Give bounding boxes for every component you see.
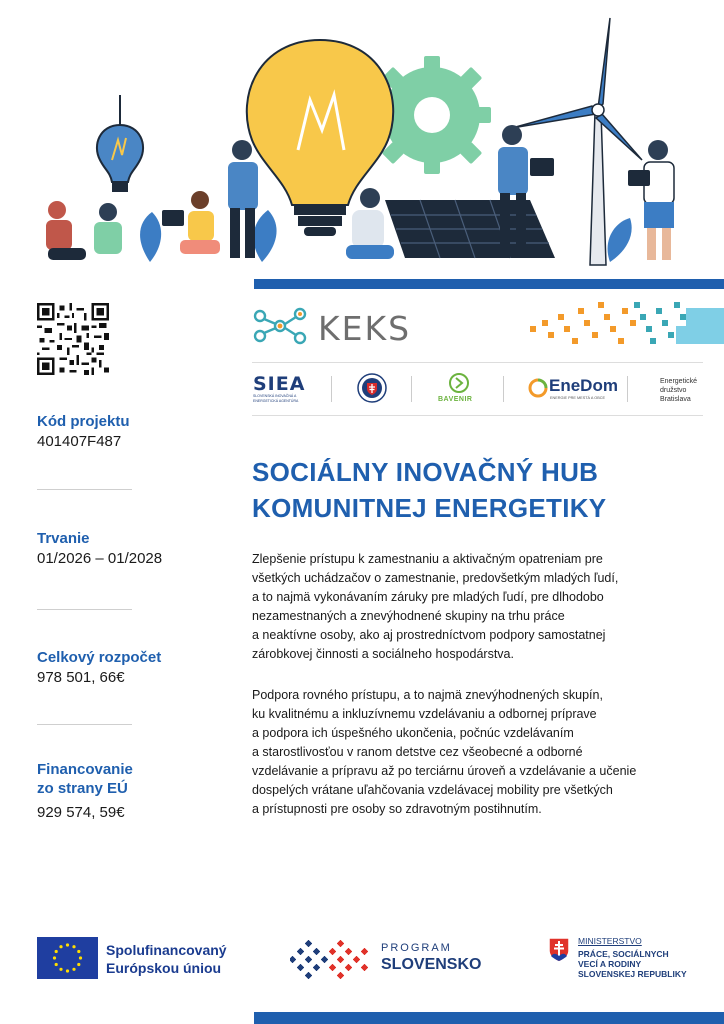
text-line: zárobkovej činnosti a sociálneho hospodárstva. <box>252 647 514 661</box>
ministry-line2: PRÁCE, SOCIÁLNYCH <box>578 949 669 959</box>
duration-value: 01/2026 – 01/2028 <box>37 550 163 567</box>
text-line: nezamestnaných a znevýhodnené skupiny na trhu práce <box>252 609 565 623</box>
text-line: a to najmä vykonávaním záruky pre mladých ľudí, pre dlhodobo <box>252 590 604 604</box>
slovak-coat-of-arms-icon <box>548 937 570 963</box>
text-line: všetkých uchádzačov o zamestnanie, predovšetkým mladých ľudí, <box>252 571 619 585</box>
divider <box>37 489 132 490</box>
energy-coop-line1: Energetické <box>660 378 697 385</box>
keks-logo-icon <box>252 306 312 346</box>
pixel-mosaic-decoration <box>530 300 724 350</box>
ministry-line1: MINISTERSTVO <box>578 936 642 946</box>
divider <box>37 609 132 610</box>
eu-funding-value: 929 574, 59€ <box>37 804 125 821</box>
separator <box>411 376 412 402</box>
person-figure <box>46 201 122 260</box>
energy-coop-line3: Bratislava <box>660 396 691 403</box>
project-code-value: 401407F487 <box>37 433 122 450</box>
crest-icon <box>357 373 387 403</box>
solar-panel-icon <box>385 200 555 258</box>
eu-cofunded-text <box>106 941 227 977</box>
eu-line2: Európskou úniou <box>106 960 222 976</box>
ministry-line4: SLOVENSKEJ REPUBLIKY <box>578 969 687 979</box>
eu-funding-label-line1: Financovanie <box>37 761 133 778</box>
divider <box>37 724 132 725</box>
text-line: a prístupnosti pre osoby so zdravotným postihnutím. <box>252 802 542 816</box>
enedom-wordmark: EneDom <box>549 376 618 395</box>
text-line: dospelých vrátane uľahčovania vzdelávacej mobility pre všetkých <box>252 783 613 797</box>
enedom-icon <box>528 378 548 398</box>
text-line: Zlepšenie prístupu k zamestnaniu a aktivačným opatreniam pre <box>252 552 603 566</box>
separator <box>627 376 628 402</box>
siea-wordmark: SIEA <box>253 373 306 395</box>
budget-label: Celkový rozpočet <box>37 649 162 666</box>
text-line: Podpora rovného prístupu, a to najmä znevýhodnených skupín, <box>252 688 603 702</box>
eu-flag-icon <box>37 937 98 979</box>
text-line: vzdelávanie a prípravu až po terciárnu úroveň a vzdelávanie a učenie <box>252 764 637 778</box>
separator <box>331 376 332 402</box>
energy-coop-line2: družstvo <box>660 387 687 394</box>
bottom-accent-bar <box>254 1012 724 1024</box>
page-title <box>252 454 702 526</box>
partners-divider-top <box>252 362 703 363</box>
text-line: a neaktívne osoby, ako aj prostredníctvom podpory samostatnej <box>252 628 606 642</box>
eu-funding-label-line2: zo strany EÚ <box>37 780 128 797</box>
title-line1: SOCIÁLNY INOVAČNÝ HUB <box>252 457 599 487</box>
program-label: PROGRAM <box>381 942 452 954</box>
top-accent-bar <box>254 279 724 289</box>
siea-subtitle: SLOVENSKÁ INOVAČNÁ A ENERGETICKÁ AGENTÚRA <box>253 394 299 403</box>
siea-logo <box>253 374 333 404</box>
text-line: ku kvalitnému a inkluzívnemu vzdelávaniu a odbornej príprave <box>252 707 597 721</box>
keks-wordmark: KEKS <box>318 309 412 348</box>
hero-illustration <box>30 0 724 280</box>
text-line: a starostlivosťou v ranom detstve cez všeobecné a odborné <box>252 745 583 759</box>
budget-value: 978 501, 66€ <box>37 669 125 686</box>
text-line: a podpora ich úspešného ukončenia, počnúc vzdelávaním <box>252 726 574 740</box>
separator <box>503 376 504 402</box>
duration-label: Trvanie <box>37 530 90 547</box>
bavenir-icon <box>448 372 470 394</box>
partners-divider-bottom <box>252 415 703 416</box>
title-line2: KOMUNITNEJ ENERGETIKY <box>252 493 607 523</box>
program-slovensko-icon <box>290 939 374 979</box>
hanging-bulb-icon <box>97 95 143 192</box>
person-figure <box>628 140 674 260</box>
ministry-line3: VECÍ A RODINY <box>578 959 642 969</box>
eu-line1: Spolufinancovaný <box>106 942 227 958</box>
project-code-label: Kód projektu <box>37 413 130 430</box>
person-figure <box>346 188 394 259</box>
bavenir-wordmark: BAVENIR <box>438 396 473 403</box>
person-figure <box>162 191 220 254</box>
ministry-logo-text <box>578 936 687 979</box>
qr-code <box>37 303 109 375</box>
enedom-subtitle: ENERGIE PRE MESTÁ A OBCE <box>550 396 606 400</box>
paragraph-2 <box>252 686 692 819</box>
person-figure <box>228 140 258 258</box>
paragraph-1 <box>252 550 692 664</box>
program-name: SLOVENSKO <box>381 956 482 973</box>
energy-coop-logo <box>660 377 697 404</box>
